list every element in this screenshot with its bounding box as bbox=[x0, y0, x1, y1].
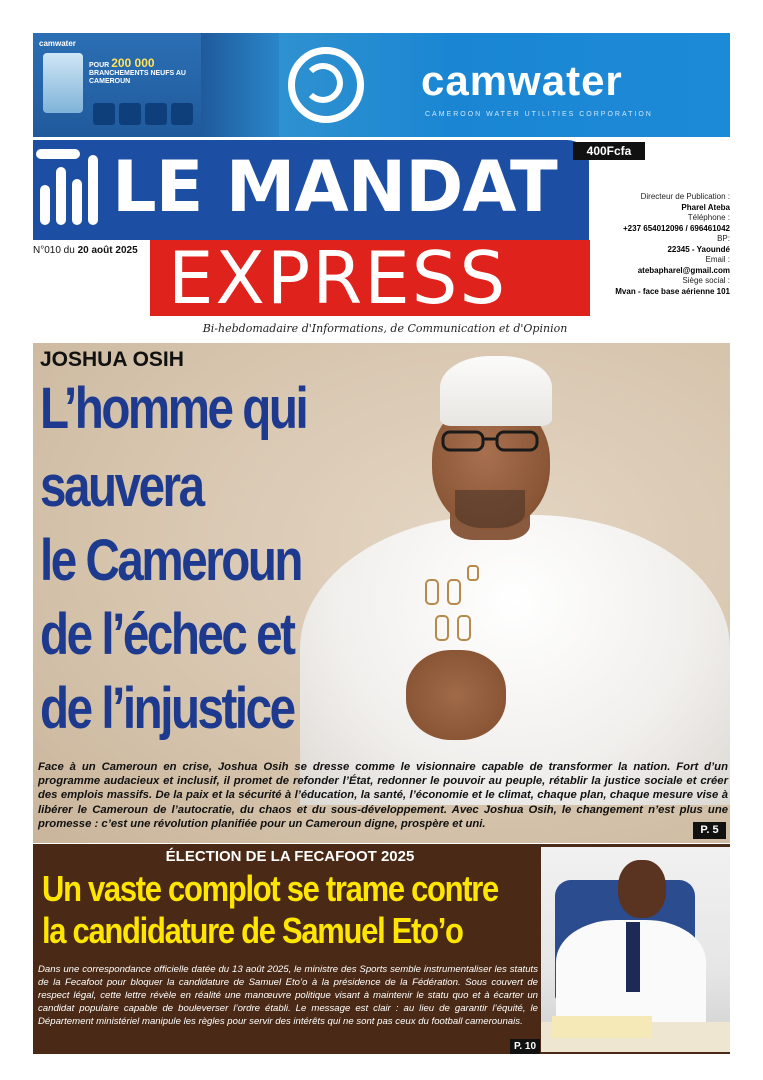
portrait-cap bbox=[440, 356, 552, 426]
director-name: Pharel Ateba bbox=[681, 202, 730, 212]
ad-promo-prefix: POUR bbox=[89, 62, 110, 69]
masthead-tagline: Bi-hebdomadaire d'Informations, de Communication et d'Opinion bbox=[202, 322, 568, 335]
photo-papers bbox=[552, 1016, 652, 1038]
camwater-ad-banner[interactable] bbox=[33, 33, 730, 137]
price-badge: 400Fcfa bbox=[573, 142, 645, 160]
bp-label: BP: bbox=[717, 234, 730, 243]
bp-value: 22345 - Yaoundé bbox=[667, 244, 730, 254]
second-story-kicker: ÉLECTION DE LA FECAFOOT 2025 bbox=[165, 848, 415, 865]
seat-value: Mvan - face base aérienne 101 bbox=[615, 286, 730, 296]
ad-small-brand: camwater bbox=[39, 39, 76, 48]
masthead-title-line2: EXPRESS bbox=[168, 236, 508, 320]
ad-promo-number: 200 000 bbox=[111, 56, 155, 70]
masthead-title-line1: LE MANDAT bbox=[112, 146, 557, 228]
phone-label: Téléphone : bbox=[687, 213, 730, 222]
water-tap-image bbox=[43, 53, 83, 113]
main-story-kicker: JOSHUA OSIH bbox=[40, 348, 184, 371]
glasses-icon bbox=[437, 428, 545, 454]
seat-label: Siège social : bbox=[682, 276, 730, 285]
camwater-logo-swirl-icon bbox=[303, 63, 343, 103]
ad-product-thumbs bbox=[93, 103, 193, 125]
main-headline-line1[interactable]: L’homme qui bbox=[40, 376, 307, 441]
main-story-page-ref[interactable]: P. 5 bbox=[693, 822, 726, 839]
issue-date: 20 août 2025 bbox=[77, 245, 138, 256]
second-story-lede: Dans une correspondance officielle datée du 13 août 2025, le ministre des Sports semble instrumentaliser les statuts de la Fecafoot pour bloquer la candidature de Samuel Eto’o à la présidence de la Fédération. Sous couvert de respect légal, cette lettre révèle en réalité une manœuvre politique visant à maintenir le statu quo et à écarter un candidat populaire capable de bouleverser l’ordre établi. Le message est clair : au lieu de garantir l’équité, le Département ministériel manipule les règles pour servir des intérêts qui ne sont pas ceux du football camerounais. bbox=[38, 964, 538, 1027]
main-story-lede: Face à un Cameroun en crise, Joshua Osih se dresse comme le visionnaire capable de transformer la nation. Fort d’un programme audacieux et inclusif, il promet de refonder l’État, redonner le pouvoir au peuple, rétablir la justice sociale et créer des emplois massifs. De la paix et la sécurité à l’éducation, la santé, l’économie et le climat, chaque plan, chaque mesure vise à libérer le Cameroun de l’autocratie, du chaos et du sous-développement. Avec Joshua Osih, le changement n’est plus une promesse : c’est une révolution planifiée pour un Cameroun digne, prospère et uni. bbox=[38, 761, 728, 830]
second-headline-line1[interactable]: Un vaste complot se trame contre bbox=[42, 868, 498, 909]
second-headline-line2[interactable]: la candidature de Samuel Eto’o bbox=[42, 910, 463, 951]
portrait-beard bbox=[455, 490, 525, 528]
director-label: Directeur de Publication : bbox=[640, 192, 730, 201]
publication-info bbox=[595, 192, 730, 297]
issue-prefix: N°010 du bbox=[33, 245, 75, 256]
phone-number: +237 654012096 / 696461042 bbox=[623, 223, 730, 233]
ad-brand-name: camwater bbox=[421, 57, 623, 104]
ad-mid-panel bbox=[201, 33, 279, 137]
email-value[interactable]: atebapharel@gmail.com bbox=[637, 265, 730, 275]
ad-promo-text bbox=[89, 56, 197, 86]
issue-number bbox=[33, 245, 138, 256]
robe-embroidery-icon bbox=[418, 560, 488, 650]
masthead-stripes-icon bbox=[36, 145, 106, 245]
main-headline-line5[interactable]: de l’injustice bbox=[40, 676, 294, 741]
main-headline-line4[interactable]: de l’échec et bbox=[40, 602, 294, 667]
photo-head bbox=[618, 860, 666, 918]
second-story-page-ref[interactable]: P. 10 bbox=[510, 1039, 540, 1054]
main-headline-line2[interactable]: sauvera bbox=[40, 454, 203, 519]
ad-tagline: CAMEROON WATER UTILITIES CORPORATION bbox=[425, 111, 653, 118]
ad-promo-rest: BRANCHEMENTS NEUFS AU CAMEROUN bbox=[89, 70, 186, 85]
photo-tie bbox=[626, 922, 640, 992]
email-label: Email : bbox=[705, 255, 730, 264]
main-headline-line3[interactable]: le Cameroun bbox=[40, 528, 302, 593]
portrait-hands bbox=[406, 650, 506, 740]
